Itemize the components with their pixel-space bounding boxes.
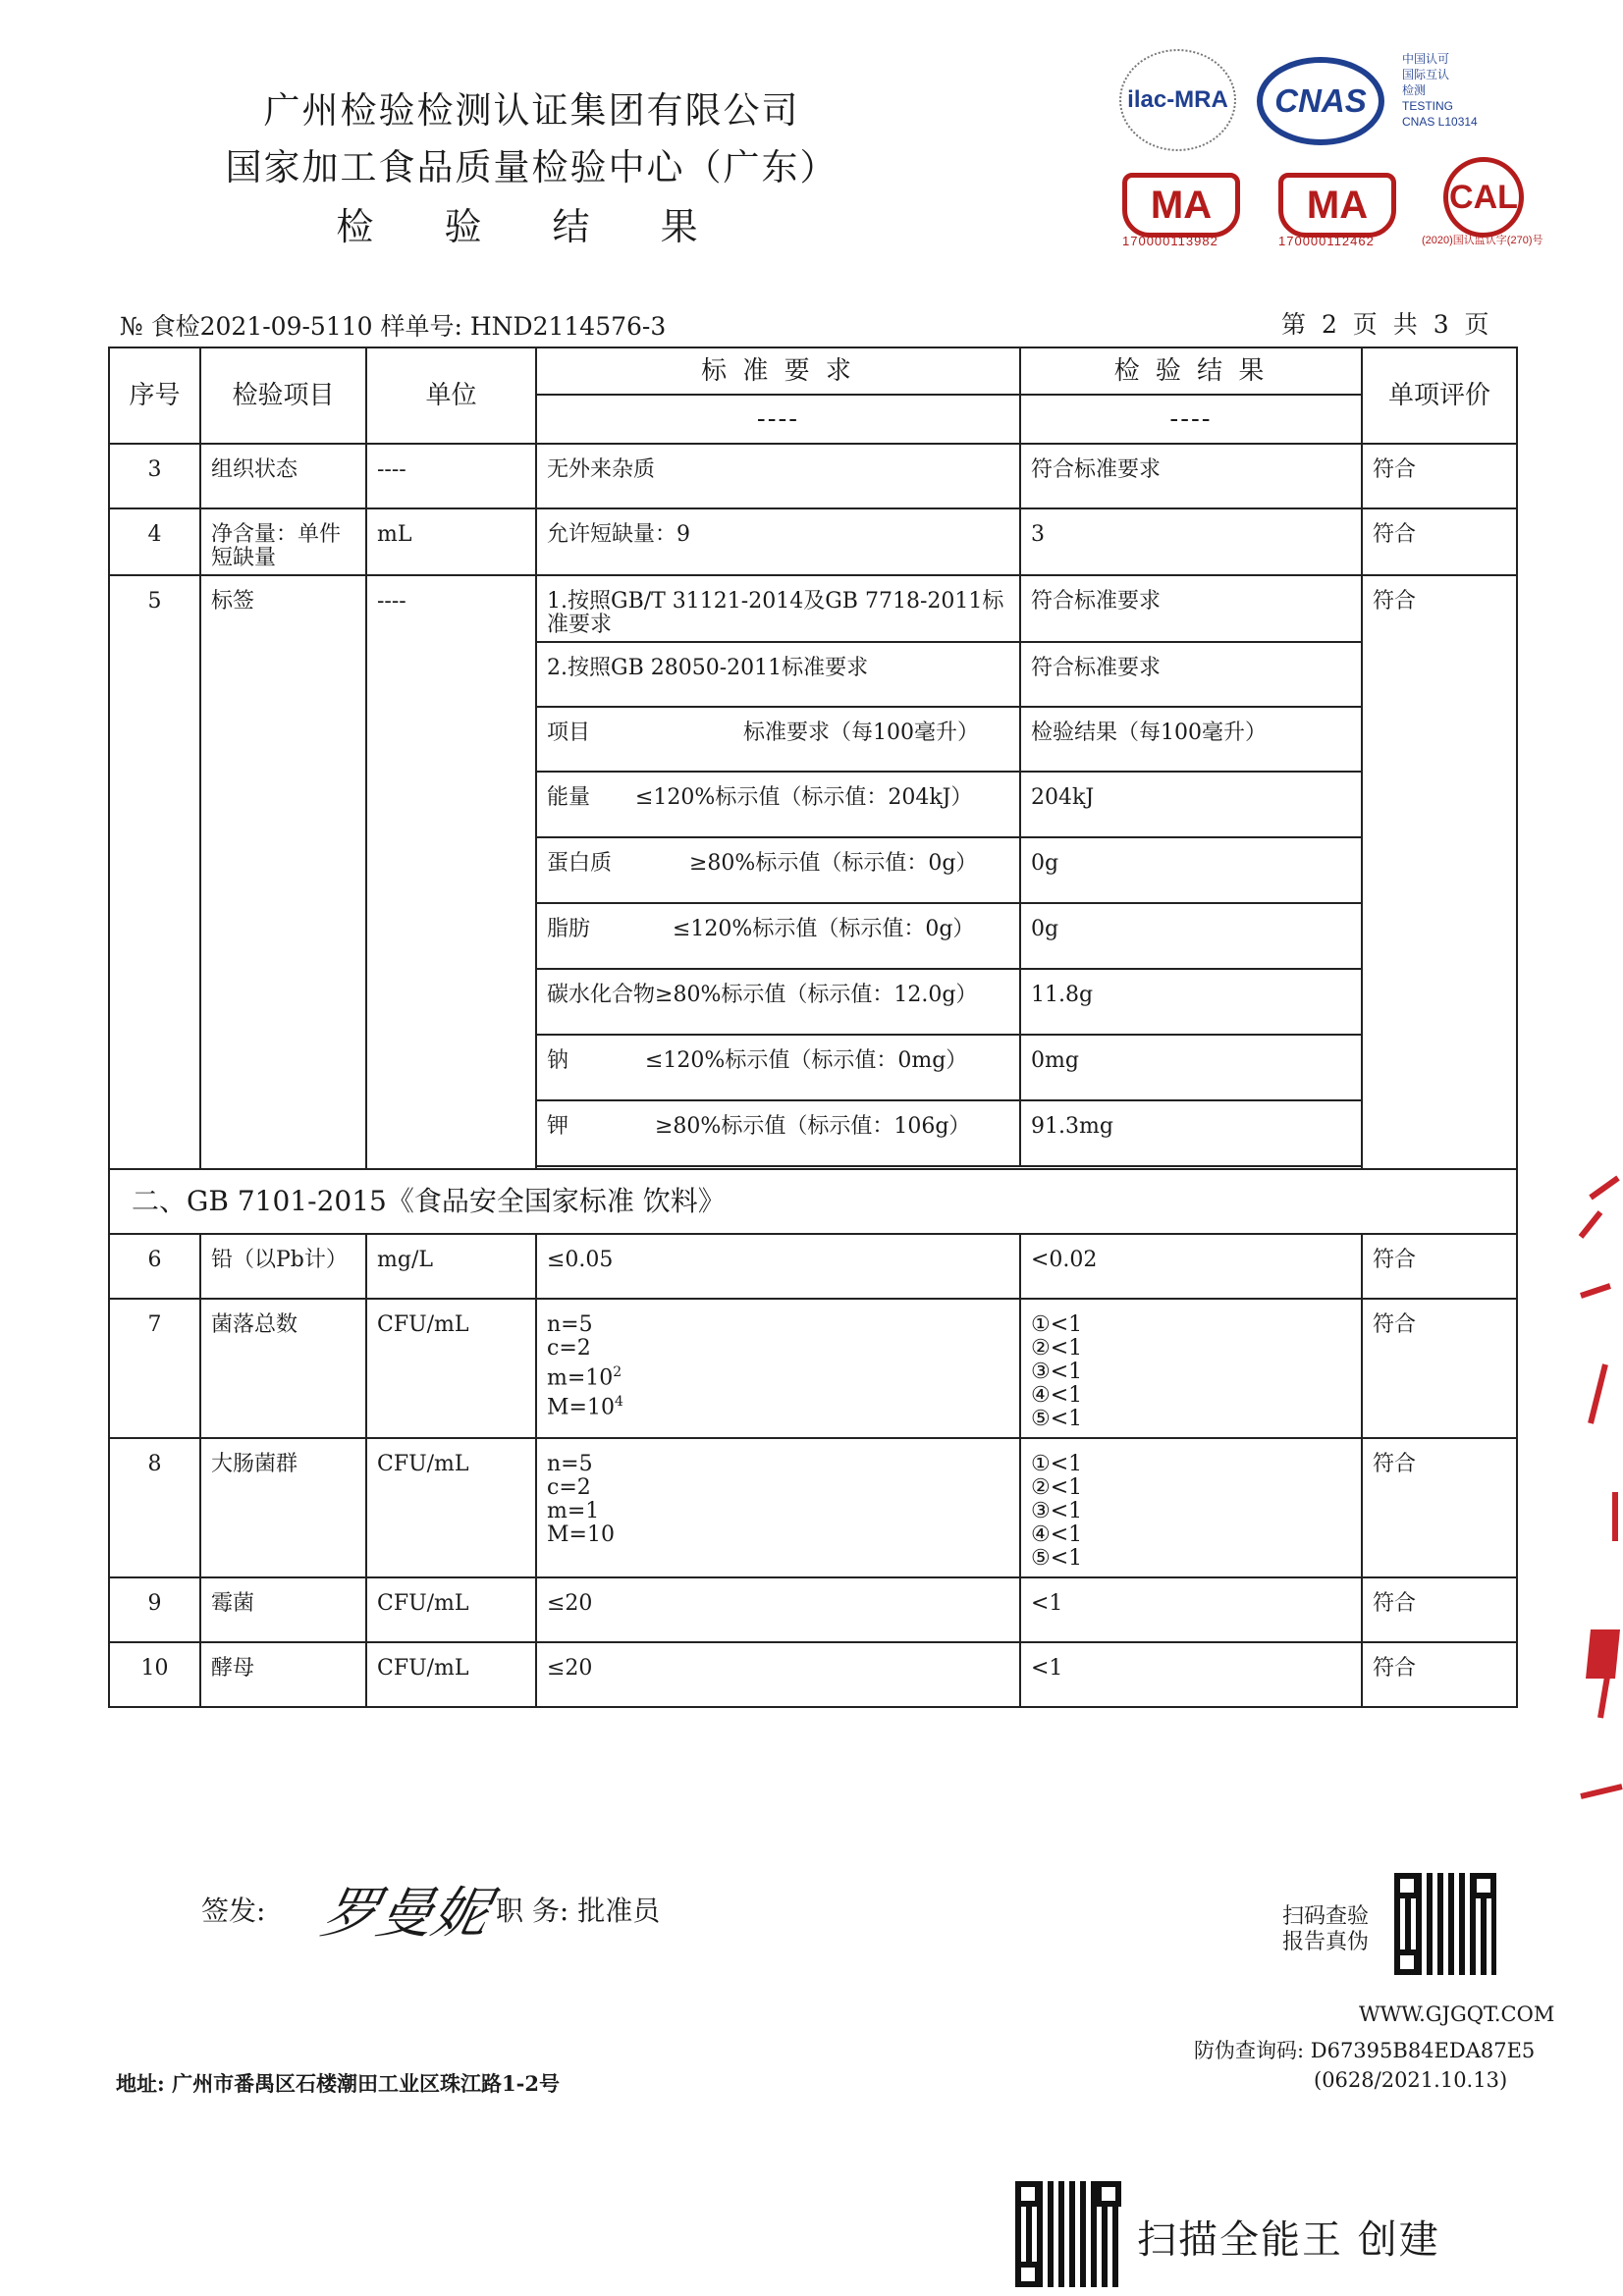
- row-no: 3: [109, 444, 200, 508]
- header-no: 序号: [109, 347, 200, 444]
- row-no: 10: [109, 1642, 200, 1707]
- row-unit: mL: [366, 508, 536, 575]
- qr-finder: [1015, 2262, 1041, 2287]
- red-seal-fragment: [1571, 1168, 1623, 1875]
- table-row-label: [109, 575, 1517, 642]
- row-eval: 符合: [1362, 1642, 1517, 1707]
- cnas-side-line: 检测: [1402, 83, 1427, 97]
- cnas-side-line: CNAS L10314: [1402, 115, 1478, 129]
- section-title: 二、GB 7101-2015《食品安全国家标准 饮料》: [109, 1169, 1517, 1234]
- row-result: 符合标准要求: [1020, 444, 1362, 508]
- result-line: ②<1: [1031, 1336, 1083, 1361]
- qr-finder: [1096, 2181, 1121, 2207]
- nutrition-standard: [536, 1035, 1020, 1100]
- ilac-mra-logo: [1119, 49, 1236, 151]
- header-standard: 标 准 要 求: [536, 347, 1020, 395]
- qr-finder: [1394, 1949, 1420, 1975]
- table-row: [109, 1299, 1517, 1438]
- row-no: 6: [109, 1234, 200, 1299]
- date-code: (0628/2021.10.13): [1314, 2068, 1508, 2092]
- nutrition-standard: [536, 903, 1020, 969]
- header-result-sub: ----: [1020, 395, 1362, 444]
- header-standard-sub: ----: [536, 395, 1020, 444]
- cal-mark: CAL: [1449, 178, 1518, 216]
- row-result: [1020, 1438, 1362, 1577]
- row-standard: [536, 1299, 1020, 1438]
- cma-logo-1: [1122, 173, 1240, 238]
- row-unit: CFU/mL: [366, 1642, 536, 1707]
- results-table: [108, 347, 1518, 1708]
- result-line: ⑤<1: [1031, 1546, 1083, 1571]
- row-standard: ≤20: [536, 1642, 1020, 1707]
- seal-shape: [1571, 1168, 1623, 1875]
- header-item: 检验项目: [200, 347, 366, 444]
- row-result: <1: [1020, 1577, 1362, 1642]
- nutrition-header-item: 项目: [547, 721, 591, 745]
- row-eval: 符合: [1362, 1299, 1517, 1438]
- nutrition-name: 能量: [547, 785, 591, 810]
- std-exponent: 2: [613, 1364, 622, 1380]
- row-item: 标签: [200, 575, 366, 1169]
- result-line: ⑤<1: [1031, 1407, 1083, 1431]
- doc-title: 检 验 结 果: [336, 205, 728, 248]
- cnas-side-line: 国际互认: [1402, 68, 1450, 81]
- result-line: ③<1: [1031, 1499, 1083, 1523]
- std-line: c=2: [547, 1475, 591, 1500]
- verify-qr-code[interactable]: [1394, 1873, 1496, 1975]
- table-row: [109, 508, 1517, 575]
- row-unit: mg/L: [366, 1234, 536, 1299]
- std-line: c=2: [547, 1336, 591, 1361]
- row-eval: 符合: [1362, 444, 1517, 508]
- job-title: 职 务: 批准员: [496, 1895, 661, 1927]
- std-line: n=5: [547, 1312, 593, 1337]
- row-no: 5: [109, 575, 200, 1169]
- ilac-mra-text: ilac-MRA: [1127, 86, 1228, 113]
- label-result: 符合标准要求: [1020, 642, 1362, 707]
- label-result: 符合标准要求: [1020, 575, 1362, 642]
- row-no: 7: [109, 1299, 200, 1438]
- nutrition-name: 碳水化合物: [547, 983, 656, 1007]
- header-eval: 单项评价: [1362, 347, 1517, 444]
- signature: 罗曼妮: [316, 1882, 495, 1946]
- nutrition-req: ≥80%标示值（标示值：0g）: [689, 851, 978, 876]
- row-eval: 符合: [1362, 1234, 1517, 1299]
- nutrition-standard: [536, 969, 1020, 1035]
- result-line: ③<1: [1031, 1360, 1083, 1384]
- cma-code-2: 170000112462: [1278, 234, 1375, 248]
- row-result: 3: [1020, 508, 1362, 575]
- page-indicator: 第 2 页 共 3 页: [1281, 310, 1493, 339]
- header-result: 检 验 结 果: [1020, 347, 1362, 395]
- table-row: [109, 1577, 1517, 1642]
- std-line: M=10: [547, 1522, 615, 1547]
- nutrition-name: 钾: [547, 1114, 569, 1139]
- result-line: ①<1: [1031, 1452, 1083, 1476]
- nutrition-req: ≤120%标示值（标示值：0mg）: [645, 1048, 968, 1073]
- cal-code: (2020)国认监认字(270)号: [1422, 235, 1543, 246]
- row-standard: [536, 1438, 1020, 1577]
- label-standard: 2.按照GB 28050-2011标准要求: [536, 642, 1020, 707]
- website: WWW.GJGQT.COM: [1359, 2002, 1555, 2026]
- nutrition-result: 91.3mg: [1020, 1100, 1362, 1166]
- nutrition-standard: [536, 1100, 1020, 1166]
- label-standard: 1.按照GB/T 31121-2014及GB 7718-2011标准要求: [536, 575, 1020, 642]
- nutrition-name: 脂肪: [547, 917, 591, 941]
- address: 地址: 广州市番禺区石楼潮田工业区珠江路1-2号: [116, 2071, 561, 2096]
- nutrition-result: 0g: [1020, 837, 1362, 903]
- row-result: <1: [1020, 1642, 1362, 1707]
- nutrition-result: 11.8g: [1020, 969, 1362, 1035]
- cnas-text: CNAS: [1274, 82, 1367, 119]
- row-no: 9: [109, 1577, 200, 1642]
- cal-logo: [1443, 157, 1524, 238]
- row-item: 铅（以Pb计）: [200, 1234, 366, 1299]
- nutrition-result: 0g: [1020, 903, 1362, 969]
- row-standard: ≤20: [536, 1577, 1020, 1642]
- table-row: [109, 1642, 1517, 1707]
- cnas-side-line: 中国认可: [1402, 52, 1450, 66]
- row-item: 组织状态: [200, 444, 366, 508]
- nutrition-result: 0mg: [1020, 1035, 1362, 1100]
- row-unit: ----: [366, 444, 536, 508]
- cma-logo-2: [1278, 173, 1396, 238]
- row-standard: 允许短缺量：9: [536, 508, 1020, 575]
- row-result: <0.02: [1020, 1234, 1362, 1299]
- result-line: ④<1: [1031, 1383, 1083, 1408]
- row-no: 4: [109, 508, 200, 575]
- qr-finder: [1394, 1873, 1420, 1898]
- std-line: m=10: [547, 1365, 614, 1391]
- std-line: n=5: [547, 1452, 593, 1476]
- std-line: M=10: [547, 1395, 615, 1420]
- row-unit: CFU/mL: [366, 1438, 536, 1577]
- row-eval: 符合: [1362, 1577, 1517, 1642]
- row-no: 8: [109, 1438, 200, 1577]
- table-row: [109, 1438, 1517, 1577]
- row-result: [1020, 1299, 1362, 1438]
- scanner-watermark: 扫描全能王 创建: [1137, 2217, 1440, 2263]
- nutrition-req: ≤120%标示值（标示值：204kJ）: [635, 785, 973, 810]
- std-exponent: 4: [614, 1394, 623, 1411]
- row-eval: 符合: [1362, 575, 1517, 1169]
- nutrition-result: 204kJ: [1020, 772, 1362, 837]
- nutrition-req: ≤120%标示值（标示值：0g）: [673, 917, 975, 941]
- section-row: [109, 1169, 1517, 1234]
- row-eval: 符合: [1362, 1438, 1517, 1577]
- row-item: 菌落总数: [200, 1299, 366, 1438]
- nutrition-name: 蛋白质: [547, 851, 613, 876]
- row-eval: 符合: [1362, 508, 1517, 575]
- scanner-qr-code: [1015, 2181, 1121, 2287]
- ma-mark: MA: [1306, 183, 1369, 227]
- nutrition-req: ≥80%标示值（标示值：12.0g）: [655, 983, 978, 1007]
- nutrition-header-standard: [536, 707, 1020, 772]
- qr-label-line: 扫码查验: [1282, 1904, 1370, 1929]
- nutrition-header-req: 标准要求（每100毫升）: [743, 721, 979, 745]
- qr-label-line: 报告真伪: [1282, 1930, 1370, 1954]
- cnas-side-line: TESTING: [1402, 99, 1454, 113]
- signer-label: 签发:: [201, 1895, 266, 1927]
- row-item: 霉菌: [200, 1577, 366, 1642]
- nutrition-req: ≥80%标示值（标示值：106g）: [655, 1114, 971, 1139]
- result-line: ①<1: [1031, 1312, 1083, 1337]
- cnas-accreditation-text: [1402, 51, 1478, 130]
- std-line-wrap: [547, 1361, 1009, 1390]
- table-row: [109, 1234, 1517, 1299]
- std-line-wrap: [547, 1390, 1009, 1419]
- nutrition-standard: [536, 837, 1020, 903]
- report-number: № 食检2021-09-5110 样单号: HND2114576-3: [120, 312, 667, 341]
- row-unit: CFU/mL: [366, 1577, 536, 1642]
- row-unit: ----: [366, 575, 536, 1169]
- ma-mark: MA: [1150, 183, 1213, 227]
- row-item: 净含量：单件短缺量: [200, 508, 366, 575]
- result-line: ②<1: [1031, 1475, 1083, 1500]
- cma-code-1: 170000113982: [1122, 234, 1218, 248]
- result-line: ④<1: [1031, 1522, 1083, 1547]
- row-unit: CFU/mL: [366, 1299, 536, 1438]
- qr-verify-label: [1282, 1904, 1369, 1955]
- table-row: [109, 444, 1517, 508]
- row-standard: ≤0.05: [536, 1234, 1020, 1299]
- anti-fake-code: 防伪查询码: D67395B84EDA87E5: [1194, 2039, 1536, 2062]
- nutrition-standard: [536, 772, 1020, 837]
- qr-finder: [1015, 2181, 1041, 2207]
- row-item: 酵母: [200, 1642, 366, 1707]
- row-item: 大肠菌群: [200, 1438, 366, 1577]
- nutrition-header-result: 检验结果（每100毫升）: [1020, 707, 1362, 772]
- org-name-line2: 国家加工食品质量检验中心（广东）: [225, 146, 839, 188]
- qr-finder: [1471, 1873, 1496, 1898]
- std-line: m=1: [547, 1499, 600, 1523]
- row-standard: 无外来杂质: [536, 444, 1020, 508]
- org-name-line1: 广州检验检测认证集团有限公司: [263, 89, 800, 132]
- nutrition-name: 钠: [547, 1048, 569, 1073]
- cnas-logo: [1257, 57, 1384, 145]
- header-unit: 单位: [366, 347, 536, 444]
